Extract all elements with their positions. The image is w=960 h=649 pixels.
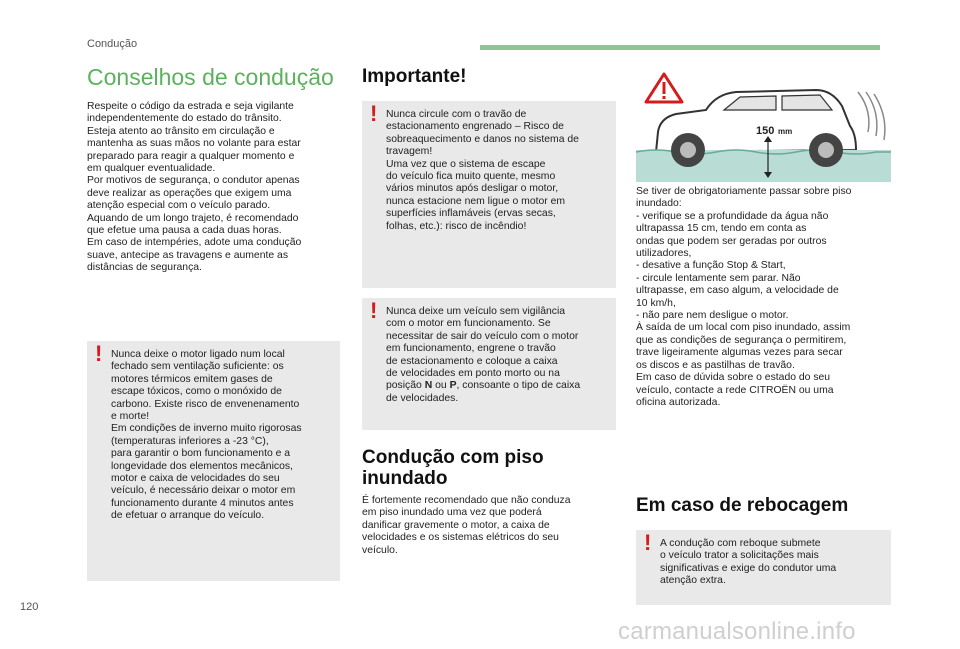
section-header: Condução <box>87 38 138 50</box>
warning-triangle-icon <box>646 74 682 102</box>
warning-box-unattended-vehicle <box>362 298 616 430</box>
warning-box-towing <box>636 530 891 605</box>
warning-text: Nunca deixe um veículo sem vigilância com o motor em funcionamento. Se necessitar de sair do veículo com o motor em funcionamento, engrene o travão de estacionamento e coloque a caixa de velocidades em ponto morto ou na posição N ou P, consoante o tipo de caixa de velocidades. <box>386 306 581 404</box>
depth-value: 150 <box>756 125 775 137</box>
warning-exclamation-icon: ! <box>370 101 378 126</box>
page-title: Conselhos de condução <box>87 64 334 90</box>
flooded-road-instructions: Se tiver de obrigatoriamente passar sobre piso inundado: - verifique se a profundidade da água não ultrapassa 15 cm, tendo em conta as ondas que podem ser geradas por outros utilizadores, - desative a função Stop & Start, - circule lentamente sem parar. Não ultrapasse, em caso algum, a velocidade de 10 km/h, - não pare nem desligue o motor. À saída de um local com piso inundado, assim que as condições de segurança o permitirem, trave ligeiramente algumas vezes para secar os discos e as pastilhas de travão. Em caso de dúvida sobre o estado do seu veículo, contacte a rede CITROËN ou uma oficina autorizada. <box>636 186 852 408</box>
page-number: 120 <box>20 601 39 613</box>
wheel-icon <box>809 133 843 167</box>
section-header-bar <box>480 45 880 50</box>
warning-text: Nunca deixe o motor ligado num local fechado sem ventilação suficiente: os motores térmicos emitem gases de escape tóxicos, como o monóxido de carbono. Existe risco de envenenamento e morte! Em condições de inverno muito rigorosas (temperaturas inferiores a -23 °C), para garantir o bom funcionamento e a longevidade dos elementos mecânicos, motor e caixa de velocidades do seu veículo, é necessário deixar o motor em funcionamento durante 4 minutos antes de efetuar o arranque do veículo. <box>111 349 302 522</box>
warning-box-ventilation <box>87 341 340 581</box>
warning-exclamation-icon: ! <box>370 298 378 323</box>
flooded-road-heading: Condução com piso inundado <box>362 447 544 489</box>
driving-advice-text: Respeite o código da estrada e seja vigilante independentemente do estado do trânsito. Esteja atento ao trânsito em circulação e mantenha as suas mãos no volante para estar preparado para reagir a qualquer momento e em qualquer eventualidade. Por motivos de segurança, o condutor apenas deve realizar as operações que exigem uma atenção especial com o veículo parado. Aquando de um longo trajeto, é recomendado que efetue uma pausa a cada duas horas. Em caso de intempéries, adote uma condução suave, antecipe as travagens e aumente as distâncias de segurança. <box>87 101 302 274</box>
warning-exclamation-icon: ! <box>95 341 103 366</box>
warning-box-parking-brake <box>362 101 616 288</box>
warning-exclamation-icon: ! <box>644 530 652 555</box>
wheel-icon <box>671 133 705 167</box>
important-heading: Importante! <box>362 66 467 87</box>
flooded-road-illustration <box>636 70 891 182</box>
warning-text: A condução com reboque submete o veículo trator a solicitações mais significativas e exige do condutor uma atenção extra. <box>660 538 837 587</box>
towing-heading: Em caso de rebocagem <box>636 495 849 516</box>
depth-unit: mm <box>778 127 793 136</box>
watermark: carmanualsonline.info <box>618 618 856 645</box>
flooded-road-text: É fortemente recomendado que não conduza em piso inundado uma vez que poderá danificar gravemente o motor, a caixa de velocidades e os sistemas elétricos do seu veículo. <box>362 495 571 556</box>
warning-text: Nunca circule com o travão de estacionamento engrenado – Risco de sobreaquecimento e danos no sistema de travagem! Uma vez que o sistema de escape do veículo fica muito quente, mesmo vários minutos após desligar o motor, nunca estacione nem ligue o motor em superfícies inflamáveis (ervas secas, folhas, etc.): risco de incêndio! <box>386 109 579 232</box>
